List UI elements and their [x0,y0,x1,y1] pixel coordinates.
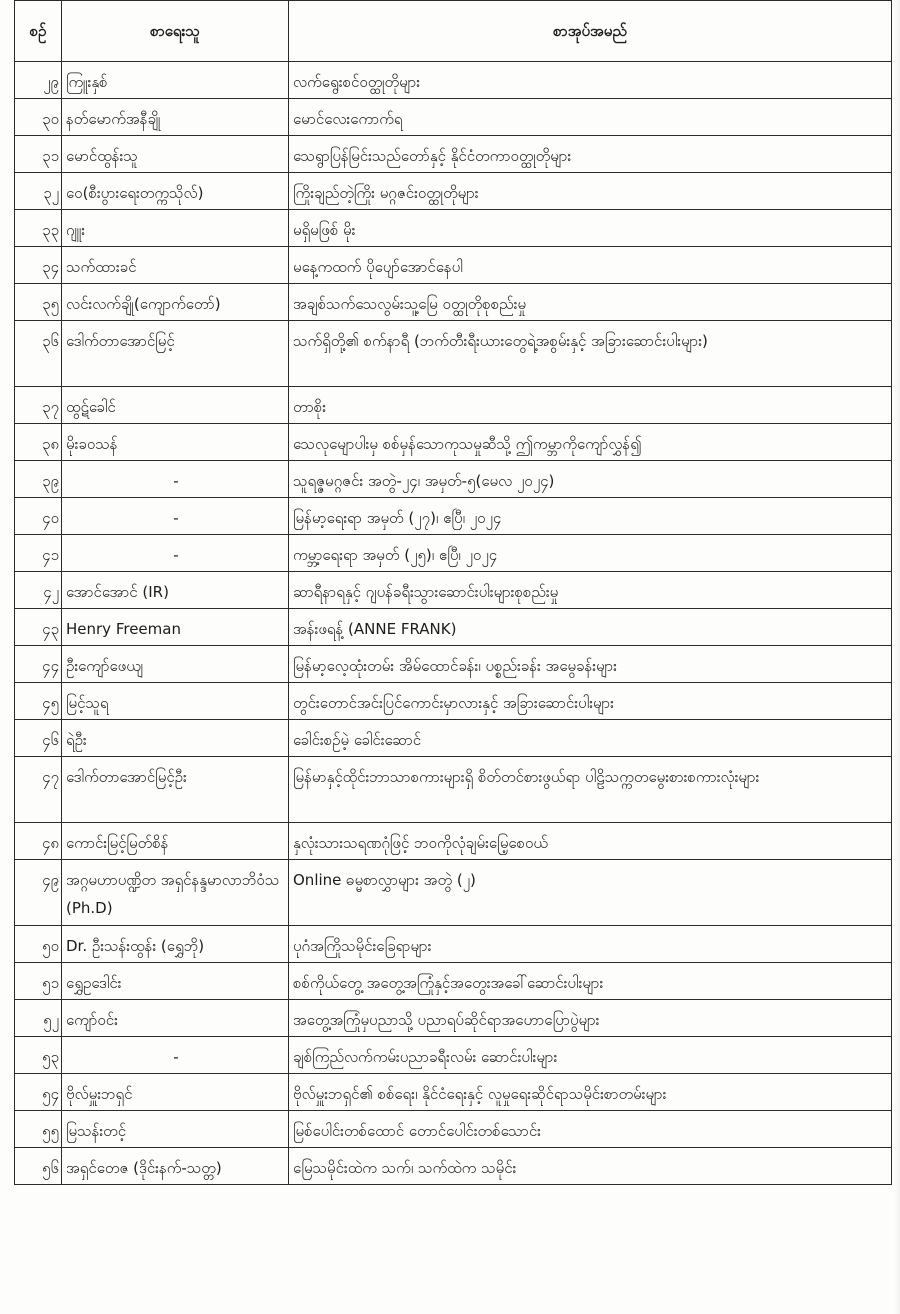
row-title: သူရဇ္ဇမဂ္ဂဇင်း အတွဲ-၂၄၊ အမှတ်-၅(မေလ ၂၀၂၄) [289,461,892,498]
row-number: ၄၉ [15,860,62,926]
row-title: မရှိမဖြစ် မိုး [289,210,892,247]
table-row [15,284,892,321]
row-number: ၄၇ [15,757,62,823]
row-number: ၄၀ [15,498,62,535]
row-number: ၄၃ [15,609,62,646]
row-title: ခေါင်းစဉ်မဲ့ ခေါင်းဆောင် [289,720,892,757]
table-row [15,1111,892,1148]
row-number: ၅၃ [15,1037,62,1074]
table-row [15,860,892,926]
row-author: Henry Freeman [62,609,289,646]
row-title: သေရွာပြန်မြင်းသည်တော်နှင့် နိုင်ငံတကာဝတ္ထုတိုများ [289,136,892,173]
table-row [15,210,892,247]
table-row [15,757,892,823]
row-author: ဒေါက်တာအောင်မြင့် [62,321,289,387]
row-title: အန်းဖရန့် (ANNE FRANK) [289,609,892,646]
row-author: ထွဋ်ခေါင် [62,387,289,424]
row-title: အချစ်သက်သေလွမ်းသူ့မြေ ဝတ္ထုတိုစုစည်းမှု [289,284,892,321]
row-author: ဝေ(စီးပွားရေးတက္ကသိုလ်) [62,173,289,210]
table-header-row [15,1,892,62]
row-title: တာစိုး [289,387,892,424]
row-number: ၅၁ [15,963,62,1000]
row-author: ကောင်းမြင့်မြတ်စိန် [62,823,289,860]
row-author: ဦးကျော်ဖေယျ [62,646,289,683]
row-number: ၃၀ [15,99,62,136]
row-author: - [62,535,289,572]
row-author: ဂျူး [62,210,289,247]
row-number: ၄၈ [15,823,62,860]
book-list-table [14,0,892,1185]
row-author: ဒေါက်တာအောင်မြင့်ဦး [62,757,289,823]
header-no: စဉ် [15,1,62,62]
row-author: မြသန်းတင့် [62,1111,289,1148]
table-row [15,926,892,963]
row-number: ၃၉ [15,461,62,498]
row-title: စစ်ကိုယ်တွေ့ အတွေ့အကြုံနှင့်အတွေးအခေါ်ဆောင်းပါးများ [289,963,892,1000]
row-number: ၅၆ [15,1148,62,1185]
table-row [15,136,892,173]
row-author: ရဲဦး [62,720,289,757]
header-author: စာရေးသူ [62,1,289,62]
row-number: ၄၄ [15,646,62,683]
row-title: မြစ်ပေါင်းတစ်ထောင် တောင်ပေါင်းတစ်သောင်း [289,1111,892,1148]
row-number: ၃၂ [15,173,62,210]
row-number: ၄၂ [15,572,62,609]
table-row [15,99,892,136]
row-author: အောင်အောင် (IR) [62,572,289,609]
row-number: ၃၁ [15,136,62,173]
row-title: ကြိုးချည်တဲ့ကြိုး မဂ္ဂဇင်းဝတ္ထုတိုများ [289,173,892,210]
row-number: ၅၂ [15,1000,62,1037]
table-row [15,646,892,683]
row-author: သက်ထားခင် [62,247,289,284]
row-number: ၅၅ [15,1111,62,1148]
scan-edge-shadow [894,0,900,1314]
row-author: လင်းလက်ချို(ကျောက်တော်) [62,284,289,321]
row-title: Online ဓမ္မစာလွှာများ အတွဲ (၂) [289,860,892,926]
row-author: နတ်မောက်အနီချို [62,99,289,136]
row-title: တွင်းတောင်အင်းပြင်ကောင်းမှာလားနှင့် အခြားဆောင်းပါးများ [289,683,892,720]
row-title: အတွေ့အကြုံမှပညာသို့ ပညာရပ်ဆိုင်ရာအဟောပြောပွဲများ [289,1000,892,1037]
row-title: မောင်လေးကောက်ရ [289,99,892,136]
row-title: သက်ရှိတို့၏ စက်နာရီ (ဘက်တီးရီးယားတွေရဲ့အစွမ်းနှင့် အခြားဆောင်းပါးများ) [289,321,892,387]
row-title: မြန်မာ့ရေးရာ အမှတ် (၂၇)၊ ဧပြီ၊ ၂၀၂၄ [289,498,892,535]
table-row [15,963,892,1000]
row-author: မြင့်သူရ [62,683,289,720]
row-number: ၅၀ [15,926,62,963]
row-number: ၄၁ [15,535,62,572]
row-author: အရှင်တေဇ (ဒိုင်းနက်-သတ္တ) [62,1148,289,1185]
table-row [15,321,892,387]
table-row [15,173,892,210]
table-row [15,823,892,860]
row-author: - [62,498,289,535]
row-author: ကျော်ဝင်း [62,1000,289,1037]
row-author: - [62,461,289,498]
table-row [15,1037,892,1074]
row-title: နှလုံးသားသရဏဂုံဖြင့် ဘဝကိုလုံချမ်းမြေ့စေဝယ် [289,823,892,860]
row-author: ဗိုလ်မှူးဘရှင် [62,1074,289,1111]
table-row [15,1074,892,1111]
row-title: ပုဂံအကြိုသမိုင်းခြေရာများ [289,926,892,963]
row-author: အဂ္ဂမဟာပဏ္ဍိတ အရှင်နန္ဒမာလာဘိဝံသ (Ph.D) [62,860,289,926]
table-row [15,572,892,609]
row-number: ၃၃ [15,210,62,247]
table-row [15,535,892,572]
row-number: ၃၇ [15,387,62,424]
row-author: Dr. ဦးသန်းထွန်း (ရွှေဘို) [62,926,289,963]
table-row [15,1000,892,1037]
table-row [15,62,892,99]
table-row [15,498,892,535]
table-row [15,247,892,284]
table-row [15,609,892,646]
row-title: ချစ်ကြည်လက်ကမ်းပညာခရီးလမ်း ဆောင်းပါးများ [289,1037,892,1074]
row-number: ၃၆ [15,321,62,387]
table-row [15,720,892,757]
row-number: ၄၅ [15,683,62,720]
row-title: ကမ္ဘာ့ရေးရာ အမှတ် (၂၅)၊ ဧပြီ၊ ၂၀၂၄ [289,535,892,572]
row-title: ဆာရီနာရနှင့် ဂျပန်ခရီးသွားဆောင်းပါးများစုစည်းမှု [289,572,892,609]
row-title: မြေသမိုင်းထဲက သက်၊ သက်ထဲက သမိုင်း [289,1148,892,1185]
row-author: မောင်ထွန်းသူ [62,136,289,173]
table-row [15,683,892,720]
row-author: ရွှေဥဒေါင်း [62,963,289,1000]
row-title: လက်ရွေးစင်ဝတ္ထုတိုများ [289,62,892,99]
row-title: သေလုမျောပါးမှ စစ်မှန်သောကုသမှုဆီသို့ ဤကမ္ဘာကိုကျော်လွှန်၍ [289,424,892,461]
row-author: - [62,1037,289,1074]
row-title: မနေ့ကထက် ပိုပျော်အောင်နေပါ [289,247,892,284]
row-number: ၃၅ [15,284,62,321]
row-title: ဗိုလ်မှူးဘရှင်၏ စစ်ရေး၊ နိုင်ငံရေးနှင့် လူမှုရေးဆိုင်ရာသမိုင်းစာတမ်းများ [289,1074,892,1111]
row-number: ၅၄ [15,1074,62,1111]
row-title: မြန်မာ့လေ့ထုံးတမ်း အိမ်ထောင်ခန်း၊ ပစ္စည်းခန်း အမွေခန်းများ [289,646,892,683]
table-row [15,387,892,424]
row-number: ၂၉ [15,62,62,99]
row-author: မိုးခဝသန် [62,424,289,461]
row-number: ၄၆ [15,720,62,757]
table-row [15,461,892,498]
table-row [15,424,892,461]
row-number: ၃၄ [15,247,62,284]
row-author: ကြူးနှစ် [62,62,289,99]
table-row [15,1148,892,1185]
header-title: စာအုပ်အမည် [289,1,892,62]
row-title: မြန်မာနှင့်ထိုင်းဘာသာစကားများရှိ စိတ်တင်စားဖွယ်ရာ ပါဠိသက္ကတမွေးစားစကားလုံးများ [289,757,892,823]
row-number: ၃၈ [15,424,62,461]
